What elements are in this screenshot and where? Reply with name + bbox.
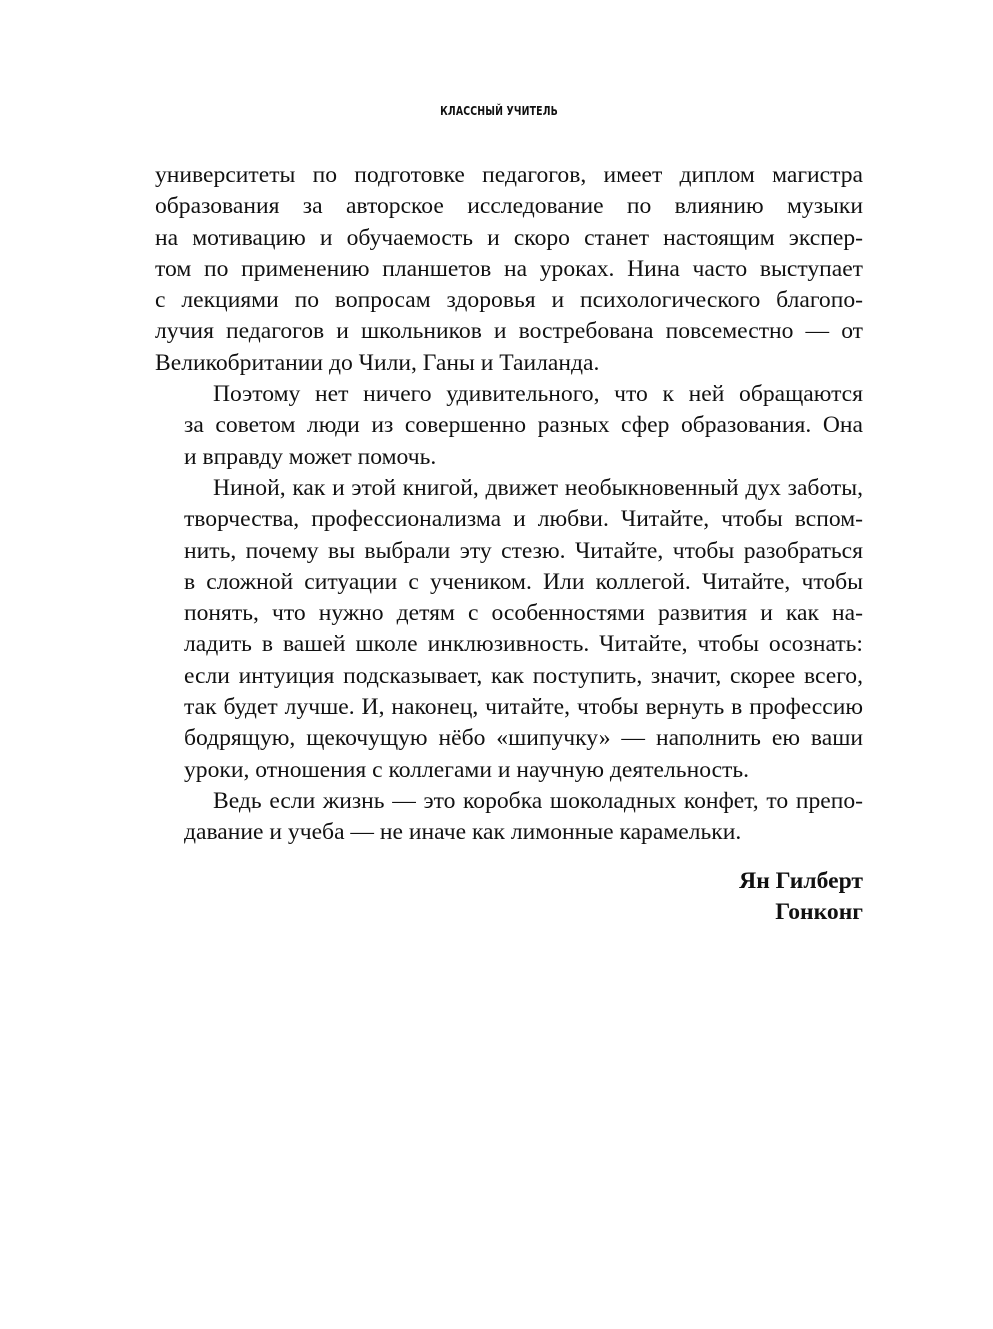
text-line: на мотивацию и обучаемость и скоро станет настоящим экспер-	[155, 224, 863, 251]
text-line: понять, что нужно детям с особенностями развития и как на-	[184, 600, 863, 627]
text-line: с лекциями по вопросам здоровья и психологического благопо-	[155, 287, 863, 314]
paragraph-1	[155, 160, 863, 379]
text-line: бодрящую, щекочущую нёбо «шипучку» — наполнить ею ваши	[184, 725, 863, 752]
text-line: лучия педагогов и школьников и востребована повсеместно — от	[155, 318, 863, 345]
text-line: ладить в вашей школе инклюзивность. Читайте, чтобы осознать:	[184, 631, 863, 658]
text-line: Ниной, как и этой книгой, движет необыкновенный дух заботы,	[213, 474, 863, 501]
running-head: КЛАССНЫЙ УЧИТЕЛЬ	[440, 104, 558, 118]
text-line: Поэтому нет ничего удивительного, что к ней обращаются	[213, 381, 863, 408]
text-line: Великобритании до Чили, Ганы и Таиланда.	[155, 349, 600, 376]
text-line: в сложной ситуации с учеником. Или коллегой. Читайте, чтобы	[184, 568, 863, 595]
text-line: за советом люди из совершенно разных сфер образования. Она	[184, 412, 863, 439]
signature-name: Ян Гилберт	[739, 868, 863, 894]
text-line: нить, почему вы выбрали эту стезю. Читайте, чтобы разобраться	[184, 537, 863, 564]
text-line: так будет лучше. И, наконец, читайте, чтобы вернуть в профессию	[184, 694, 863, 721]
text-line: и вправду может помочь.	[184, 443, 437, 470]
text-line: уроки, отношения с коллегами и научную деятельность.	[184, 756, 750, 783]
paragraph-3	[155, 473, 863, 786]
text-line: если интуиция подсказывает, как поступить, значит, скорее всего,	[184, 662, 863, 689]
signature-place: Гонконг	[775, 899, 863, 926]
text-line: образования за авторское исследование по влиянию музыки	[155, 193, 863, 220]
text-line: Ведь если жизнь — это коробка шоколадных конфет, то препо-	[213, 787, 863, 814]
paragraph-2	[155, 379, 863, 473]
text-line: том по применению планшетов на уроках. Нина часто выступает	[155, 255, 863, 282]
text-line: давание и учеба — не иначе как лимонные карамельки.	[184, 819, 742, 846]
paragraph-4	[155, 786, 863, 849]
text-line: университеты по подготовке педагогов, имеет диплом магистра	[155, 162, 863, 188]
signature	[739, 866, 863, 929]
body-text	[155, 160, 863, 849]
text-line: творчества, профессионализма и любви. Читайте, чтобы вспом-	[184, 506, 863, 533]
